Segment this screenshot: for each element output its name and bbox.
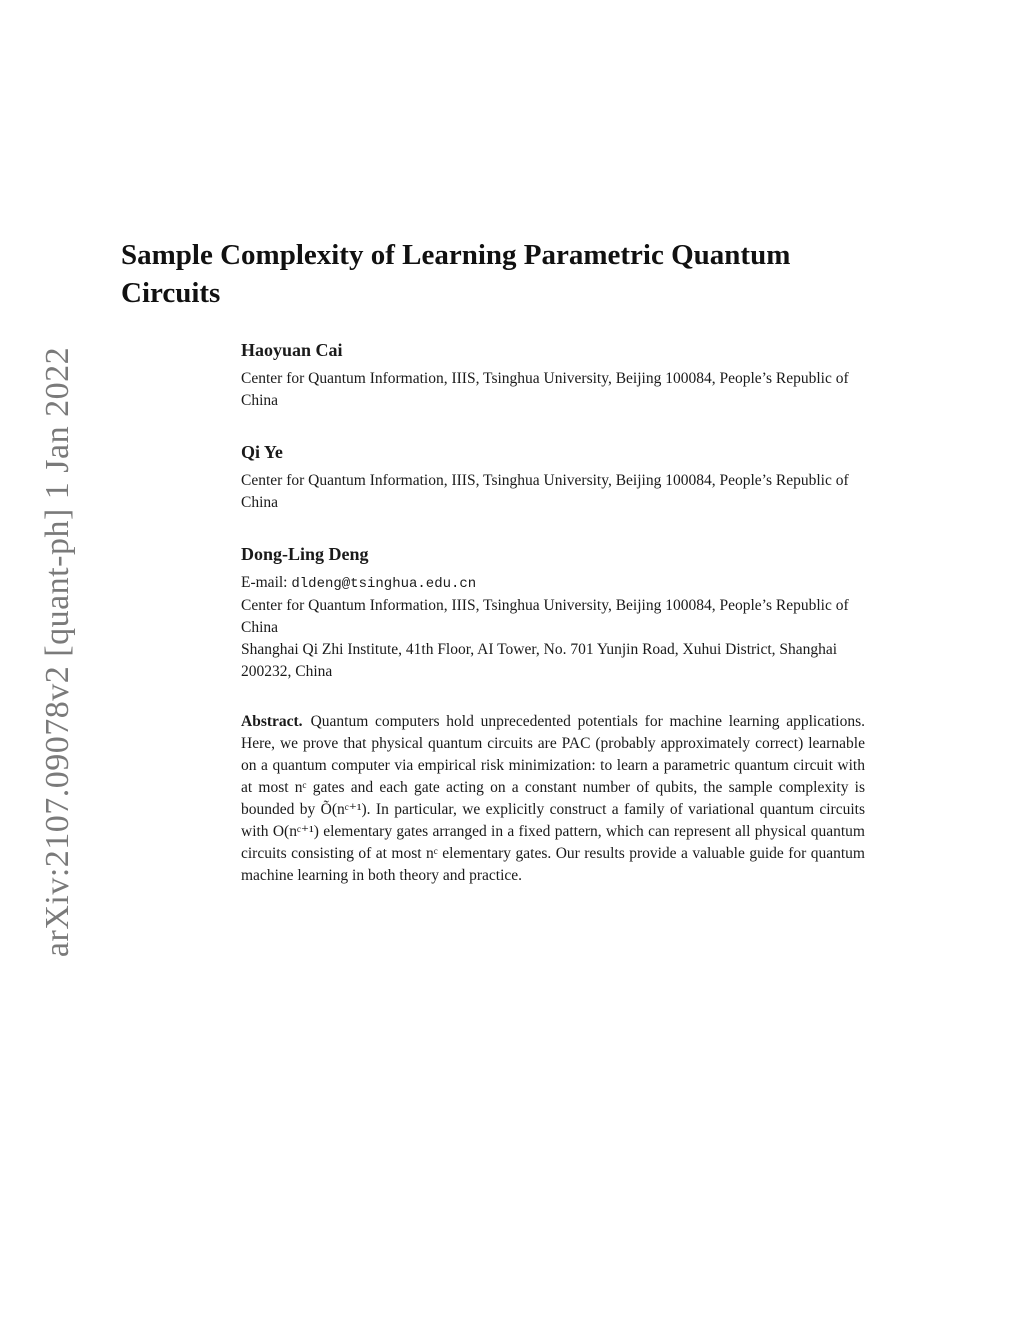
author-block	[241, 440, 865, 514]
arxiv-identifier: arXiv:2107.09078v2 [quant-ph] 1 Jan 2022	[39, 346, 76, 958]
author-block	[241, 542, 865, 683]
author-affiliation-secondary: Shanghai Qi Zhi Institute, 41th Floor, AI Tower, No. 701 Yunjin Road, Xuhui District, Shanghai 200232, China	[241, 641, 838, 680]
author-block	[241, 338, 865, 412]
author-name: Qi Ye	[241, 442, 283, 462]
author-affiliation: Center for Quantum Information, IIIS, Tsinghua University, Beijing 100084, People’s Republic of China	[241, 472, 849, 511]
author-affiliation: Center for Quantum Information, IIIS, Tsinghua University, Beijing 100084, People’s Republic of China	[241, 597, 849, 636]
abstract	[241, 711, 865, 887]
author-affiliation: Center for Quantum Information, IIIS, Tsinghua University, Beijing 100084, People’s Republic of China	[241, 370, 849, 409]
abstract-heading: Abstract.	[241, 713, 303, 730]
paper-title: Sample Complexity of Learning Parametric Quantum Circuits	[121, 239, 791, 309]
author-name: Dong-Ling Deng	[241, 544, 369, 564]
email-label: E-mail:	[241, 574, 288, 591]
front-matter	[241, 338, 865, 887]
author-name: Haoyuan Cai	[241, 340, 343, 360]
author-email-link[interactable]: dldeng@tsinghua.edu.cn	[291, 576, 477, 592]
author-email-line	[241, 572, 865, 595]
abstract-text: Quantum computers hold unprecedented potentials for machine learning applications. Here, we prove that physical quantum circuits are PAC (probably approximately correct) learnable on a quantum computer via empirical risk minimization: to learn a parametric quantum circuit with at most nᶜ gates and each gate acting on a constant number of qubits, the sample complexity is bounded by Õ(nᶜ⁺¹). In particular, we explicitly construct a family of variational quantum circuits with O(nᶜ⁺¹) elementary gates arranged in a fixed pattern, which can represent all physical quantum circuits consisting of at most nᶜ elementary gates. Our results provide a valuable guide for quantum machine learning in both theory and practice.	[241, 713, 865, 884]
